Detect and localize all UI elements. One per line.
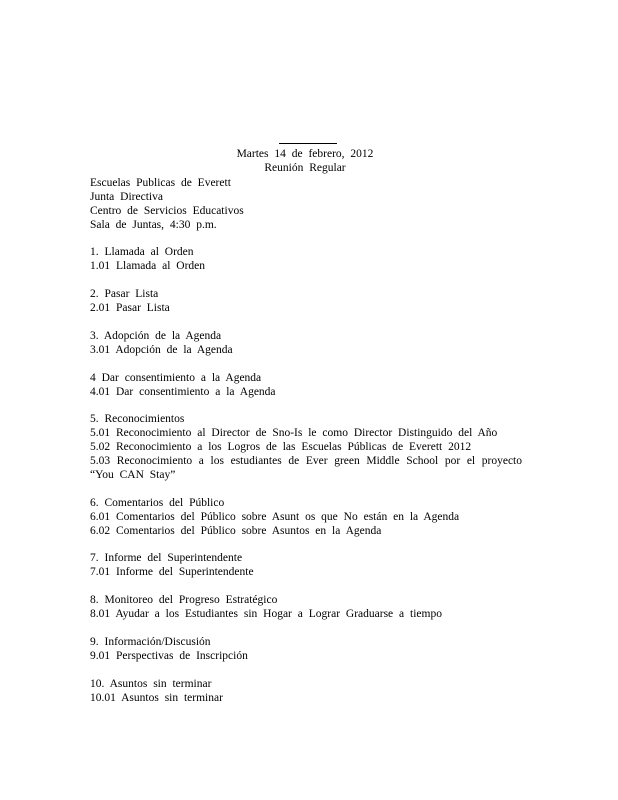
agenda-section-heading: 8. Monitoreo del Progreso Estratégico xyxy=(90,594,278,606)
agenda-item: 5.01 Reconocimiento al Director de Sno-Is le como Director Distinguido del Año xyxy=(90,427,498,439)
agenda-item: 6.01 Comentarios del Público sobre Asunt os que No están en la Agenda xyxy=(90,511,460,523)
agenda-section-heading: 5. Reconocimientos xyxy=(90,413,185,425)
agenda-item: 5.03 Reconocimiento a los estudiantes de Ever green Middle School por el proyecto “You CAN Stay” xyxy=(90,455,522,481)
agenda-item: 3.01 Adopción de la Agenda xyxy=(90,344,233,356)
agenda-item: 7.01 Informe del Superintendente xyxy=(90,566,254,578)
location-line: Escuelas Publicas de Everett xyxy=(90,177,231,189)
agenda-section-heading: 3. Adopción de la Agenda xyxy=(90,330,222,342)
agenda-item: 4.01 Dar consentimiento a la Agenda xyxy=(90,386,276,398)
agenda-item: 9.01 Perspectivas de Inscripción xyxy=(90,650,248,662)
agenda-section-heading: 4 Dar consentimiento a la Agenda xyxy=(90,372,262,384)
agenda-section-heading: 7. Informe del Superintendente xyxy=(90,552,243,564)
agenda-section-heading: 1. Llamada al Orden xyxy=(90,246,194,258)
date-underline xyxy=(279,143,337,144)
agenda-item: 1.01 Llamada al Orden xyxy=(90,260,206,272)
agenda-section-heading: 9. Información/Discusión xyxy=(90,636,211,648)
agenda-section-heading: 10. Asuntos sin terminar xyxy=(90,678,212,690)
agenda-section-heading: 6. Comentarios del Público xyxy=(90,497,225,509)
meeting-date: Martes 14 de febrero, 2012 xyxy=(236,148,374,160)
agenda-item: 6.02 Comentarios del Público sobre Asuntos en la Agenda xyxy=(90,525,382,537)
location-line: Centro de Servicios Educativos xyxy=(90,205,244,217)
agenda-section-heading: 2. Pasar Lista xyxy=(90,288,159,300)
agenda-item: 8.01 Ayudar a los Estudiantes sin Hogar a Lograr Graduarse a tiempo xyxy=(90,608,442,620)
agenda-item: 2.01 Pasar Lista xyxy=(90,302,170,314)
agenda-item: 10.01 Asuntos sin terminar xyxy=(90,692,223,704)
location-line: Junta Directiva xyxy=(90,191,163,203)
agenda-item: 5.02 Reconocimiento a los Logros de las Escuelas Públicas de Everett 2012 xyxy=(90,441,472,453)
location-line: Sala de Juntas, 4:30 p.m. xyxy=(90,219,217,231)
meeting-type: Reunión Regular xyxy=(264,162,346,174)
